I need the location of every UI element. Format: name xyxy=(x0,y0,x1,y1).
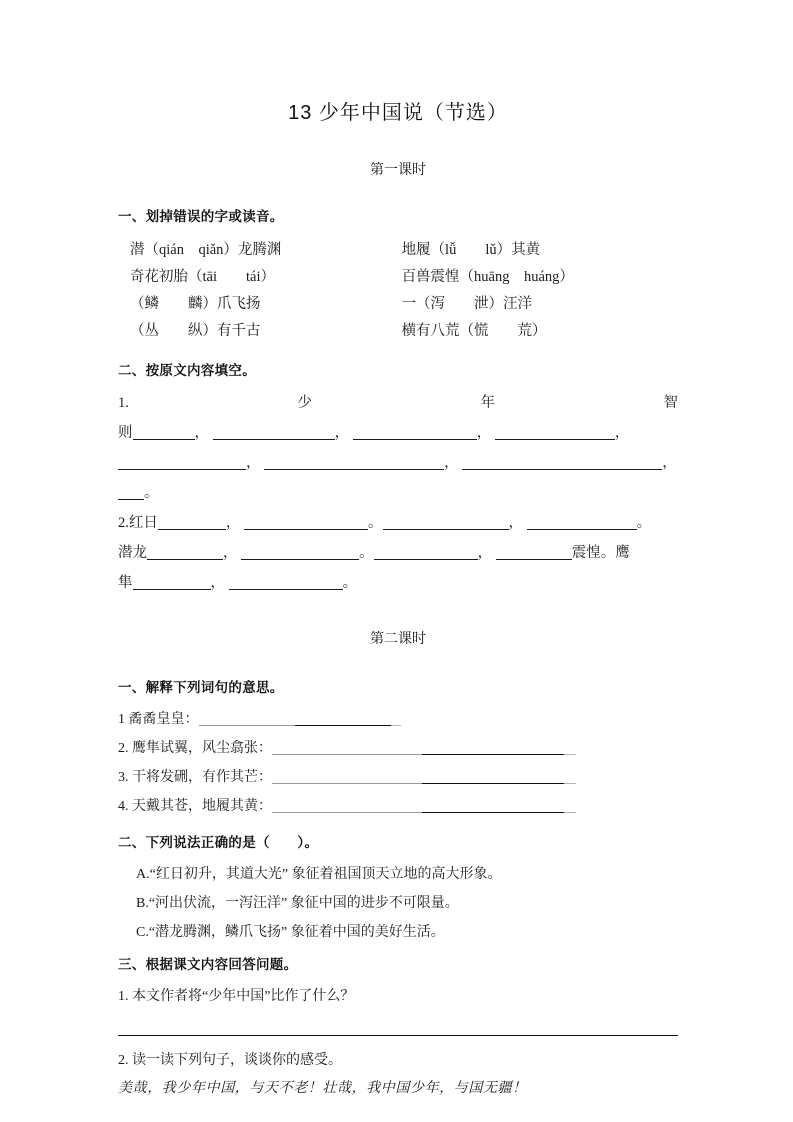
comma: ， xyxy=(476,425,492,441)
table-row xyxy=(118,264,678,291)
blank-field[interactable] xyxy=(241,544,359,560)
answer-blank-gray[interactable] xyxy=(272,769,422,784)
comma: ， xyxy=(614,425,630,441)
comma: ， xyxy=(194,425,209,441)
answer-blank-black[interactable] xyxy=(422,740,564,755)
comma: ， xyxy=(246,455,261,471)
answer-blank-gray[interactable] xyxy=(199,711,295,726)
fill-item-2-lead: 红日 xyxy=(128,515,158,531)
page-title: 13 少年中国说（节选） xyxy=(288,102,508,124)
lesson-one-heading: 第一课时 xyxy=(370,161,426,177)
answer-blank-black[interactable] xyxy=(295,711,391,726)
fill-item-1-number: 1. xyxy=(118,395,129,411)
fill-item-2-line-a xyxy=(118,508,678,538)
pinyin-item-left[interactable]: 奇花初胎（tāi tái） xyxy=(130,269,275,285)
blank-field[interactable] xyxy=(229,574,343,590)
answer-rule[interactable] xyxy=(118,1035,678,1036)
comma: ， xyxy=(662,455,677,471)
period: 。 xyxy=(368,515,383,531)
explain-item xyxy=(118,763,678,792)
fill-item-2-mid-lead: 潜龙 xyxy=(118,545,147,561)
answer-blank-tail[interactable] xyxy=(564,798,576,813)
pinyin-item-right[interactable]: 百兽震惶（huāng huáng） xyxy=(401,269,574,285)
question-two: 2. 读一读下列句子，谈谈你的感受。 xyxy=(118,1053,342,1068)
comma: ， xyxy=(225,515,241,531)
answer-blank-black[interactable] xyxy=(422,769,564,784)
lesson-two-heading: 第二课时 xyxy=(370,630,426,646)
comma: ， xyxy=(334,425,350,441)
answer-blank-gray[interactable] xyxy=(272,798,422,813)
comma: ， xyxy=(444,455,459,471)
choice-option-c[interactable]: C.“潜龙腾渊，鳞爪飞扬” 象征着中国的美好生活。 xyxy=(136,925,445,940)
explain-item xyxy=(118,734,678,763)
explain-item-label: 2. 鹰隼试翼，风尘翕张： xyxy=(118,741,272,756)
table-row xyxy=(118,237,678,264)
comma: ， xyxy=(210,575,225,591)
pinyin-item-right[interactable]: 横有八荒（慌 荒） xyxy=(401,323,547,339)
answer-blank-tail[interactable] xyxy=(391,711,401,726)
fill-item-1-words xyxy=(118,388,678,418)
blank-field[interactable] xyxy=(496,544,572,560)
quote-sentence: 美哉，我少年中国，与天不老！壮哉，我中国少年，与国无疆！ xyxy=(118,1081,527,1096)
answer-blank-tail[interactable] xyxy=(564,740,576,755)
fill-item-1-line-a xyxy=(118,418,678,448)
fill-word-zhi: 智 xyxy=(663,395,678,411)
fill-item-2-line-c xyxy=(118,568,678,598)
blank-field[interactable] xyxy=(462,454,662,470)
fill-item-2-last-lead: 隼 xyxy=(118,575,133,591)
blank-field[interactable] xyxy=(495,424,615,440)
lesson-two-exercise-one-heading: 一、解释下列词句的意思。 xyxy=(118,680,284,695)
fill-item-1-line-c xyxy=(118,478,678,508)
answer-blank-tail[interactable] xyxy=(564,769,576,784)
blank-field[interactable] xyxy=(213,424,335,440)
blank-field[interactable] xyxy=(244,514,368,530)
fill-item-2-tail: 震惶。鹰 xyxy=(571,545,630,561)
blank-field[interactable] xyxy=(133,424,195,440)
explain-item xyxy=(118,705,678,734)
comma: ， xyxy=(508,515,523,531)
blank-field[interactable] xyxy=(147,544,223,560)
pinyin-item-left[interactable]: （鳞 麟）爪飞扬 xyxy=(130,296,261,312)
lesson-two-exercise-two-heading: 二、下列说法正确的是（ ）。 xyxy=(118,835,319,850)
fill-item-2-number: 2. xyxy=(118,515,129,531)
table-row xyxy=(118,318,678,345)
fill-item-2-line-b xyxy=(118,538,678,568)
exercise-two-heading: 二、按原文内容填空。 xyxy=(118,363,256,378)
pinyin-item-left[interactable]: 潜（qián qiǎn）龙腾渊 xyxy=(130,242,282,258)
explain-item-label: 1 矞矞皇皇： xyxy=(118,712,199,727)
answer-blank-black[interactable] xyxy=(422,798,564,813)
blank-field[interactable] xyxy=(353,424,477,440)
explain-item-label: 4. 天戴其苍，地履其黄： xyxy=(118,799,272,814)
pinyin-item-left[interactable]: （丛 纵）有千古 xyxy=(130,323,261,339)
choice-option-a[interactable]: A.“红日初升，其道大光” 象征着祖国顶天立地的高大形象。 xyxy=(136,867,502,882)
comma: ， xyxy=(223,545,238,561)
blank-field[interactable] xyxy=(383,514,509,530)
comma: ， xyxy=(477,545,493,561)
fill-item-1-lead: 则 xyxy=(118,425,133,441)
pinyin-item-right[interactable]: 地履（lǚ lǔ）其黄 xyxy=(401,242,541,258)
blank-field[interactable] xyxy=(374,544,478,560)
question-one: 1. 本文作者将“少年中国”比作了什么？ xyxy=(118,989,355,1004)
table-row xyxy=(118,291,678,318)
choice-option-b[interactable]: B.“河出伏流，一泻汪洋” 象征中国的进步不可限量。 xyxy=(136,896,459,911)
period: 。 xyxy=(342,575,358,591)
period: 。 xyxy=(636,515,652,531)
pinyin-item-right[interactable]: 一（泻 泄）汪洋 xyxy=(401,296,533,312)
blank-field[interactable] xyxy=(527,514,637,530)
fill-item-1-line-b xyxy=(118,448,678,478)
blank-field[interactable] xyxy=(264,454,444,470)
blank-field[interactable] xyxy=(118,454,246,470)
fill-word-shao: 少 xyxy=(297,395,312,411)
blank-field[interactable] xyxy=(158,514,226,530)
explain-item-label: 3. 干将发硎，有作其芒： xyxy=(118,770,272,785)
lesson-two-exercise-three-heading: 三、根据课文内容回答问题。 xyxy=(118,957,298,972)
exercise-one-heading: 一、划掉错误的字或读音。 xyxy=(118,209,284,224)
answer-blank-gray[interactable] xyxy=(272,740,422,755)
period: 。 xyxy=(144,485,159,501)
pinyin-choice-grid xyxy=(118,237,678,345)
blank-field[interactable] xyxy=(118,484,144,500)
page-content xyxy=(118,96,678,1103)
fill-word-nian: 年 xyxy=(480,395,495,411)
period: 。 xyxy=(359,545,374,561)
blank-field[interactable] xyxy=(133,574,211,590)
explain-item xyxy=(118,792,678,821)
